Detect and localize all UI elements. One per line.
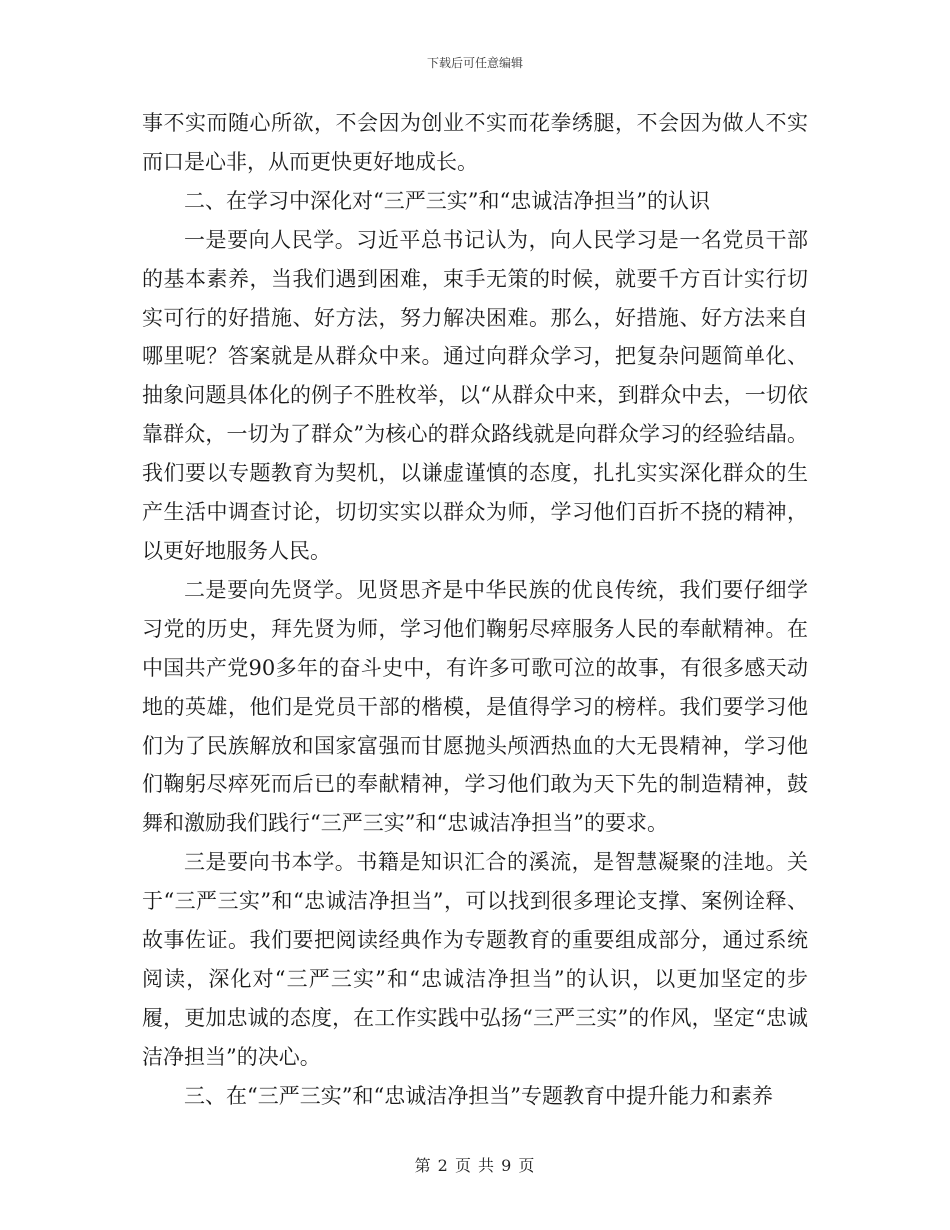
paragraph-learn-from-people: 一是要向人民学。习近平总书记认为，向人民学习是一名党员干部的基本素养，当我们遇到困难，束手无策的时候，就要千方百计实行切实可行的好措施、好方法，努力解决困难。那么，好措施、好方法来自哪里呢？答案就是从群众中来。通过向群众学习，把复杂问题简单化、抽象问题具体化的例子不胜枚举，以“从群众中来，到群众中去，一切依靠群众，一切为了群众”为核心的群众路线就是向群众学习的经验结晶。我们要以专题教育为契机，以谦虚谨慎的态度，扎扎实实深化群众的生产生活中调查讨论，切切实实以群众为师，学习他们百折不挠的精神，以更好地服务人民。 — [142, 227, 808, 563]
section-heading-3: 三、在“三严三实”和“忠诚洁净担当”专题教育中提升能力和素养 — [184, 1083, 773, 1108]
document-body — [142, 104, 808, 1116]
page-header: 下载后可任意编辑 — [426, 56, 523, 70]
paragraph-learn-from-sages: 二是要向先贤学。见贤思齐是中华民族的优良传统，我们要仔细学习党的历史，拜先贤为师，学习他们鞠躬尽瘁服务人民的奉献精神。在中国共产党90多年的奋斗史中，有许多可歌可泣的故事，有很多感天动地的英雄，他们是党员干部的楷模，是值得学习的榜样。我们要学习他们为了民族解放和国家富强而甘愿抛头颅洒热血的大无畏精神，学习他们鞠躬尽瘁死而后已的奉献精神，学习他们敢为天下先的制造精神，鼓舞和激励我们践行“三严三实”和“忠诚洁净担当”的要求。 — [142, 577, 808, 836]
page-footer: 第 2 页 共 9 页 — [414, 1156, 536, 1175]
paragraph-1: 事不实而随心所欲，不会因为创业不实而花拳绣腿，不会因为做人不实而口是心非，从而更快更好地成长。 — [142, 111, 808, 174]
paragraph-learn-from-books: 三是要向书本学。书籍是知识汇合的溪流，是智慧凝聚的洼地。关于“三严三实”和“忠诚洁净担当”，可以找到很多理论支撑、案例诠释、故事佐证。我们要把阅读经典作为专题教育的重要组成部分，通过系统阅读，深化对“三严三实”和“忠诚洁净担当”的认识，以更加坚定的步履，更加忠诚的态度，在工作实践中弘扬“三严三实”的作风，坚定“忠诚洁净担当”的决心。 — [142, 850, 808, 1069]
section-heading-2: 二、在学习中深化对“三严三实”和“忠诚洁净担当”的认识 — [184, 188, 710, 213]
